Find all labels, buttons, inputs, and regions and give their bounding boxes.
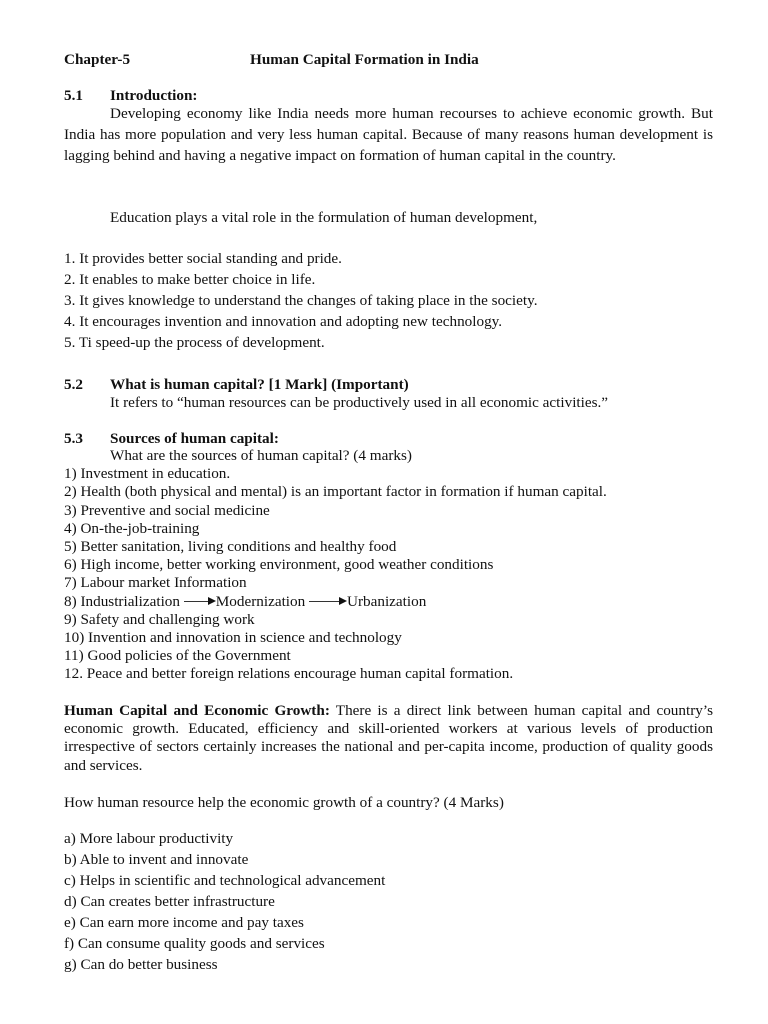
education-benefits-list <box>64 248 713 353</box>
list-item: d) Can creates better infrastructure <box>64 893 275 910</box>
flow-middle: Modernization <box>215 592 306 610</box>
list-item: 3) Preventive and social medicine <box>64 501 270 519</box>
flow-start: 8) Industrialization <box>64 592 180 610</box>
section-5-3-heading <box>64 428 713 449</box>
list-item: e) Can earn more income and pay taxes <box>64 914 304 931</box>
list-item: 9) Safety and challenging work <box>64 610 255 628</box>
right-arrow-icon <box>309 597 347 607</box>
list-item: 12. Peace and better foreign relations encourage human capital formation. <box>64 665 514 683</box>
list-item: 10) Invention and innovation in science and technology <box>64 629 402 647</box>
flow-list-item <box>64 593 713 611</box>
education-paragraph: Education plays a vital role in the formulation of human development, <box>110 209 538 226</box>
list-item: g) Can do better business <box>64 956 218 973</box>
list-item: 11) Good policies of the Government <box>64 647 291 665</box>
section-title: Sources of human capital: <box>110 430 279 447</box>
growth-paragraph <box>64 702 713 775</box>
growth-body: There is a direct link between human capital and country’s economic growth. Educated, efficiency and skill-oriented workers at various levels of production irrespective of sectors certainly increases the national and per-capita income, production of quality goods and services. <box>64 702 713 774</box>
chapter-title: Human Capital Formation in India <box>250 51 479 68</box>
list-item: 7) Labour market Information <box>64 574 247 592</box>
sources-question: What are the sources of human capital? (4 marks) <box>110 447 412 464</box>
section-title: What is human capital? [1 Mark] (Important) <box>110 376 409 393</box>
list-item: 5. Ti speed-up the process of development. <box>64 334 325 351</box>
growth-heading: Human Capital and Economic Growth: <box>64 702 330 719</box>
section-number: 5.3 <box>64 430 83 447</box>
intro-paragraph: Developing economy like India needs more human recourses to achieve economic growth. But India has more population and very less human capital. Because of many reasons human development is lagging behind and having a negative impact on formation of human capital in the country. <box>64 105 713 164</box>
list-item: 4. It encourages invention and innovation and adopting new technology. <box>64 313 503 330</box>
chapter-header <box>64 49 713 70</box>
section-title: Introduction: <box>110 87 198 104</box>
list-item: a) More labour productivity <box>64 830 234 847</box>
list-item: b) Able to invent and innovate <box>64 851 249 868</box>
list-item: 5) Better sanitation, living conditions and healthy food <box>64 538 397 556</box>
list-item: f) Can consume quality goods and services <box>64 935 325 952</box>
list-item: 2) Health (both physical and mental) is an important factor in formation if human capital. <box>64 483 607 501</box>
list-item: 6) High income, better working environment, good weather conditions <box>64 556 494 574</box>
right-arrow-icon <box>184 597 216 607</box>
chapter-label: Chapter-5 <box>64 51 131 68</box>
human-capital-definition: It refers to “human resources can be productively used in all economic activities.” <box>110 394 609 411</box>
growth-question: How human resource help the economic growth of a country? (4 Marks) <box>64 794 504 811</box>
list-item: 3. It gives knowledge to understand the changes of taking place in the society. <box>64 292 538 309</box>
section-number: 5.1 <box>64 87 83 104</box>
list-item: 2. It enables to make better choice in life. <box>64 271 316 288</box>
flow-end: Urbanization <box>347 592 427 610</box>
sources-list <box>64 447 713 684</box>
section-number: 5.2 <box>64 376 83 393</box>
list-item: 4) On-the-job-training <box>64 519 200 537</box>
list-item: c) Helps in scientific and technological advancement <box>64 872 386 889</box>
list-item: 1) Investment in education. <box>64 465 231 483</box>
list-item: 1. It provides better social standing and pride. <box>64 250 342 267</box>
growth-benefits-list <box>64 828 713 975</box>
